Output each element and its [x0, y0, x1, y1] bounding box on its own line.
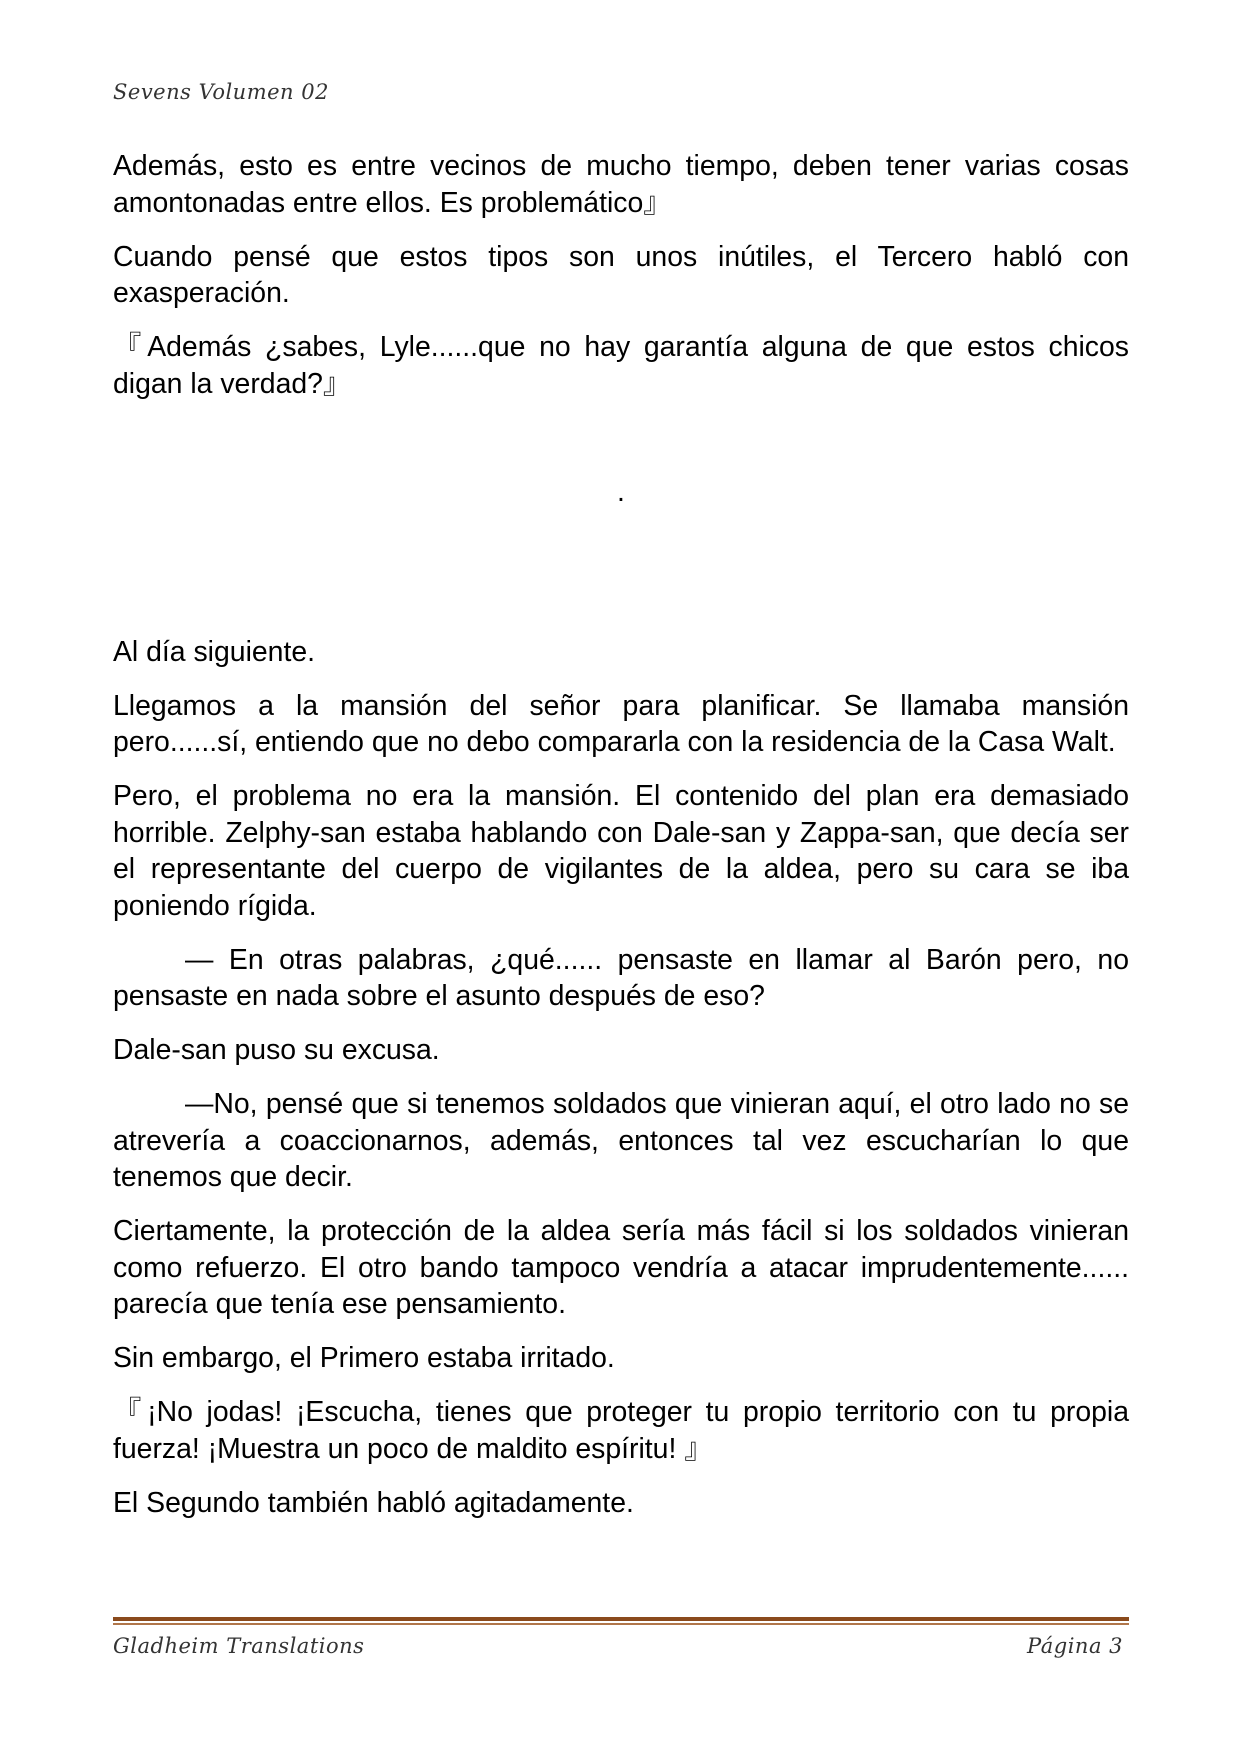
paragraph: Llegamos a la mansión del señor para planificar. Se llamaba mansión pero......sí, entiendo que no debo compararla con la residencia de la Casa Walt. — [113, 689, 1129, 758]
footer-rule — [113, 1617, 1129, 1626]
scene-separator: . — [617, 475, 625, 508]
paragraph: Cuando pensé que estos tipos son unos inútiles, el Tercero habló con exasperación. — [113, 240, 1129, 309]
paragraph: Al día siguiente. — [113, 635, 316, 668]
footer-rule-thick — [113, 1617, 1129, 1621]
paragraph: 『Además ¿sabes, Lyle......que no hay garantía alguna de que estos chicos digan la verdad?』 — [113, 331, 1129, 400]
footer-rule-thin — [113, 1623, 1129, 1625]
paragraph: 『¡No jodas! ¡Escucha, tienes que proteger tu propio territorio con tu propia fuerza! ¡Muestra un poco de maldito espíritu! 』 — [113, 1396, 1129, 1465]
paragraph: Pero, el problema no era la mansión. El contenido del plan era demasiado horrible. Zelphy-san estaba hablando con Dale-san y Zappa-san, que decía ser el representante del cuerpo de vigilantes de la aldea, pero su cara se iba poniendo rígida. — [113, 780, 1129, 922]
dialogue-paragraph: — En otras palabras, ¿qué...... pensaste en llamar al Barón pero, no pensaste en nada sobre el asunto después de eso? — [113, 943, 1129, 1012]
paragraph: Además, esto es entre vecinos de mucho tiempo, deben tener varias cosas amontonadas entre ellos. Es problemático』 — [113, 150, 1129, 219]
paragraph: Ciertamente, la protección de la aldea sería más fácil si los soldados vinieran como refuerzo. El otro bando tampoco vendría a atacar imprudentemente...... parecía que tenía ese pensamiento. — [113, 1215, 1129, 1320]
page-number: Página 3 — [1027, 1634, 1123, 1658]
dialogue-paragraph: —No, pensé que si tenemos soldados que vinieran aquí, el otro lado no se atrevería a coaccionarnos, además, entonces tal vez escucharían lo que tenemos que decir. — [113, 1088, 1129, 1193]
paragraph: El Segundo también habló agitadamente. — [113, 1486, 634, 1519]
footer-publisher: Gladheim Translations — [113, 1634, 365, 1658]
running-header: Sevens Volumen 02 — [113, 80, 329, 104]
paragraph: Dale-san puso su excusa. — [113, 1034, 440, 1066]
body-text — [113, 148, 1129, 1539]
paragraph: Sin embargo, el Primero estaba irritado. — [113, 1342, 615, 1374]
